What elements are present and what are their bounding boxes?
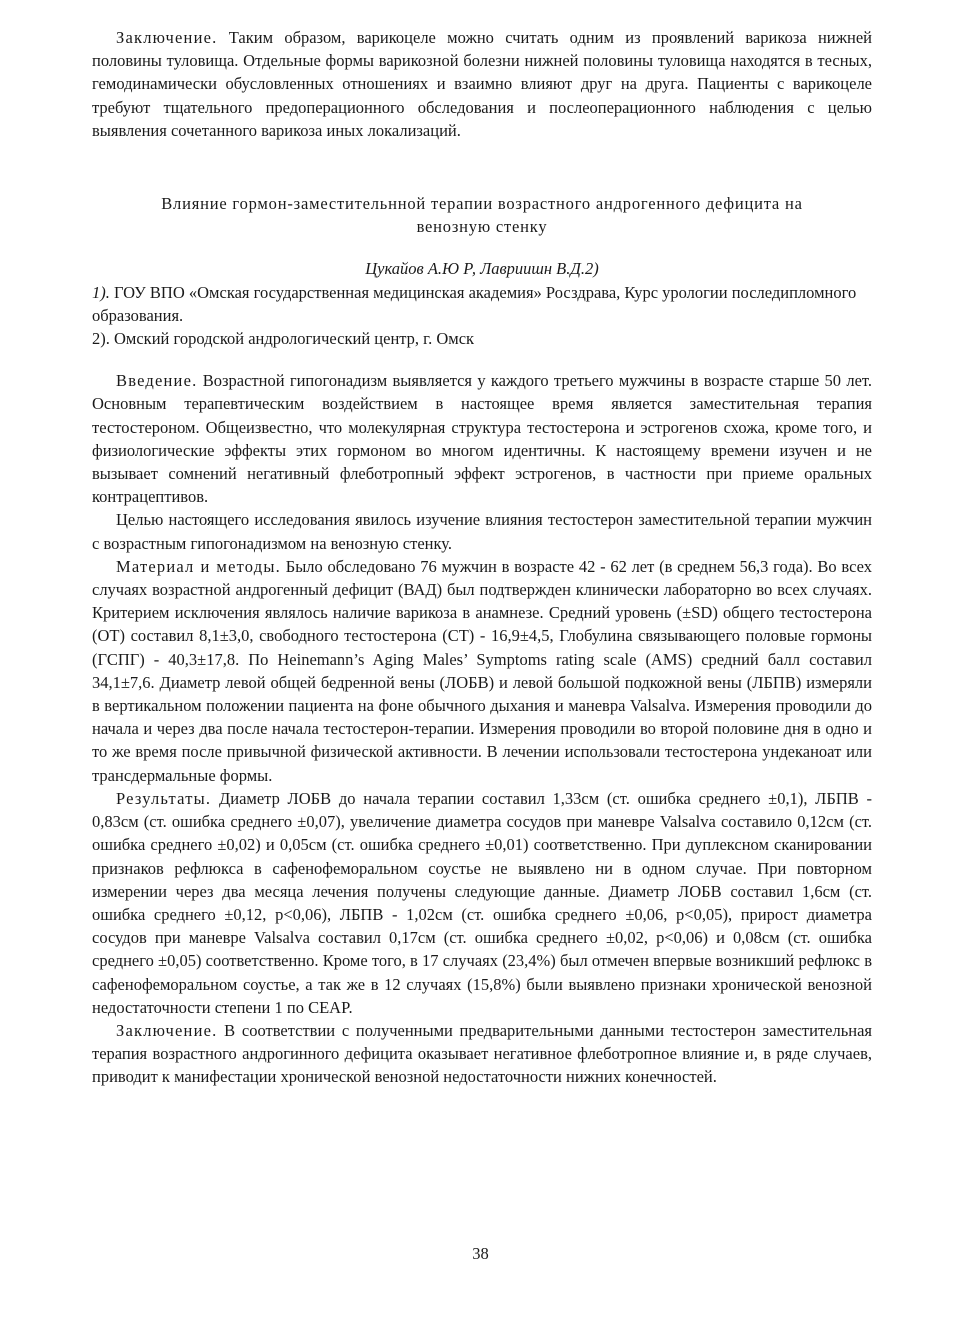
previous-conclusion-paragraph xyxy=(92,26,872,142)
article-authors: Цукайов А.Ю Р, Лавриишн В.Д.2) xyxy=(365,259,599,279)
methods-paragraph xyxy=(92,555,872,787)
article-title xyxy=(92,192,872,238)
paragraph-lead: Заключение. xyxy=(116,28,218,47)
paragraph-text: Диаметр ЛОБВ до начала терапии составил 1,33см (ст. ошибка среднего ±0,1), ЛБПВ - 0,83см (ст. ошибка среднего ±0,07), увеличение диаметра сосудов при маневре Valsalva составило 0,12см (ст. ошибка среднего ±0,02) и 0,05см (ст. ошибка среднего ±0,01) соответственно. При дуплексном сканировании признаков рефлюкса в сафенофеморальном соустье не выявлено ни в одном случае. При повторном измерении через два месяца лечения получены следующие данные. Диаметр ЛОБВ составил 1,6см (ст. ошибка среднего ±0,12, p<0,06), ЛБПВ - 1,02см (ст. ошибка среднего ±0,06, p<0,05), прирост диаметра сосудов при маневре Valsalva составил 0,17см (ст. ошибка среднего ±0,02, p<0,06) и 0,08см (ст. ошибка среднего ±0,05) соответственно. Кроме того, в 17 случаях (23,4%) был отмечен впервые возникший рефлюкс в сафенофеморальном соустье, а так же в 12 случаях (15,8%) были выявлено признаки хронической венозной недостаточности степени 1 по CEAP. xyxy=(92,788,872,1017)
conclusion-paragraph xyxy=(92,1019,872,1089)
introduction-paragraph xyxy=(92,369,872,508)
affiliation-2 xyxy=(92,327,872,350)
paragraph-lead: Заключение. xyxy=(116,1020,218,1040)
affiliation-text: ГОУ ВПО «Омская государственная медицинская академия» Росздрава, Курс урологии последипломного образования. xyxy=(92,282,857,325)
title-line-1: Влияние гормон-заместительнной терапии возрастного андрогенного дефицита на xyxy=(161,194,803,214)
affiliation-number: 2). xyxy=(92,329,110,349)
title-line-2: венозную стенку xyxy=(416,217,548,237)
affiliation-text: Омский городской андрологический центр, г. Омск xyxy=(109,329,475,349)
page-body xyxy=(92,26,872,1089)
results-paragraph xyxy=(92,787,872,1019)
paragraph-lead: Результаты. xyxy=(116,788,212,808)
aim-paragraph: Целью настоящего исследования явилось изучение влияния тестостерон заместительной терапии мужчин с возрастным гипогонадизмом на венозную стенку. xyxy=(92,510,872,553)
page-number: 38 xyxy=(472,1244,489,1263)
paragraph-text: Было обследовано 76 мужчин в возрасте 42 - 62 лет (в среднем 56,3 года). Во всех случаях возрастной андрогенный дефицит (ВАД) был подтвержден клинически лабораторно во всех случаях. Критерием исключения являлось наличие варикоза в анамнезе. Средний уровень (±SD) общего тестостерона (ОТ) составил 8,1±3,0, свободного тестостерона (СТ) - 16,9±4,5, Глобулина связывающего половые гормоны (ГСПГ) - 40,3±17,8. По Heinemann’s Aging Males’ Symptoms rating scale (AMS) средний балл составил 34,1±7,6. Диаметр левой общей бедренной вены (ЛОБВ) и левой большой подкожной вены (ЛБПВ) измеряли в вертикальном положении пациента на фоне обычного дыхания и маневра Valsalva. Измерения проводили до начала и через два после начала тестостерон-терапии. Измерения проводили во второй половине дня в одно и то же время после привычной физической активности. В лечении использовали тестостерона ундеканоат или трансдермальные формы. xyxy=(92,556,872,785)
paragraph-text: Возрастной гипогонадизм выявляется у каждого третьего мужчины в возрасте старше 50 лет. Основным терапевтическим воздействием в настоящее время является заместительная терапия тестостероном. Общеизвестно, что молекулярная структура тестостерона и эстрогенов схожа, кроме того, и физиологические эффекты этих гормоном во многом идентичны. К настоящему времени изучен и не вызывает сомнений негативный флеботропный эффект эстрогенов, в частности при приеме оральных контрацептивов. xyxy=(92,371,872,507)
paragraph-lead: Материал и методы. xyxy=(116,556,281,576)
paragraph-text: В соответствии с полученными предварительными данными тестостерон заместительная терапия возрастного андрогинного дефицита оказывает негативное флеботропное влияние и, в ряде случаев, приводит к манифестации хронической венозной недостаточности нижних конечностей. xyxy=(92,1020,872,1087)
paragraph-lead: Введение. xyxy=(116,371,198,391)
paragraph-text: Таким образом, варикоцеле можно считать одним из проявлений варикоза нижней половины туловища. Отдельные формы варикозной болезни нижней половины туловища находятся в тесных, гемодинамически обусловленных отношениях и взаимно влияют друг на друга. Пациенты с варикоцеле требуют тщательного предоперационного обследования и послеоперационного наблюдения с целью выявления сочетанного варикоза иных локализаций. xyxy=(92,28,872,140)
affiliation-number: 1). xyxy=(92,282,110,302)
affiliation-1 xyxy=(92,281,872,327)
